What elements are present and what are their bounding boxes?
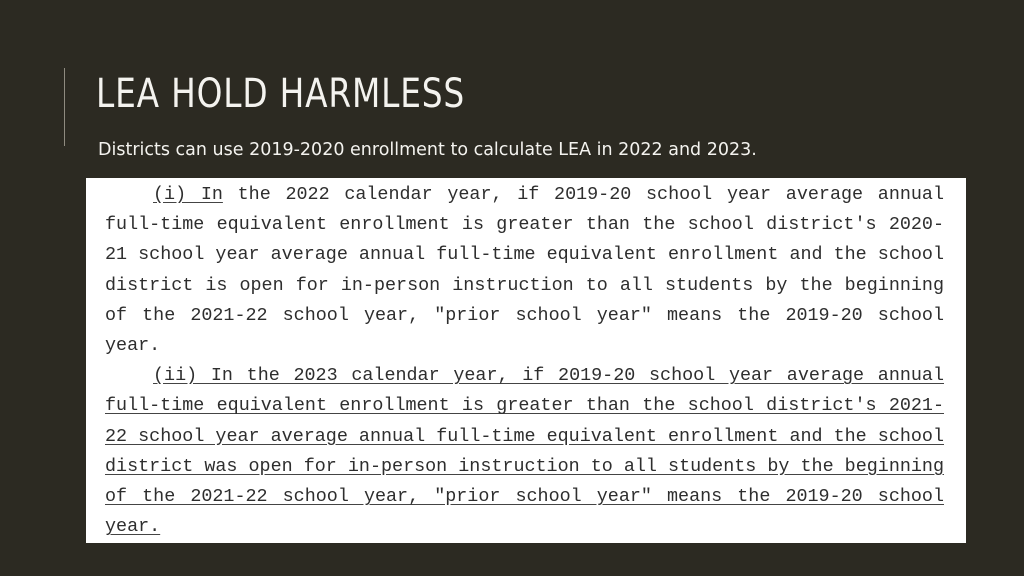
statute-paragraph-ii: (ii) In the 2023 calendar year, if 2019-20 school year average annual full-time equivalent enrollment is greater than the school district's 2021-22 school year average annual full-time equivalent enrollment and the school district was open for in-person instruction to all students by the beginning of the 2021-22 school year, "prior school year" means the 2019-20 school year. [105,365,944,538]
slide-title: LEA HOLD HARMLESS [96,71,466,117]
paragraph-i-text: the 2022 calendar year, if 2019-20 school year average annual full-time equivalent enrollment is greater than the school district's 2020-21 school year average annual full-time equivalent enrollment and the school district is open for in-person instruction to all students by the beginning of the 2021-22 school year, "prior school year" means the 2019-20 school year. [105,184,944,357]
slide-subtitle: Districts can use 2019-2020 enrollment to calculate LEA in 2022 and 2023. [98,140,757,160]
statute-paragraph-i [105,180,944,361]
paragraph-i-label: (i) In [153,184,223,205]
statute-excerpt-image [86,178,966,543]
title-accent-line [64,68,65,146]
